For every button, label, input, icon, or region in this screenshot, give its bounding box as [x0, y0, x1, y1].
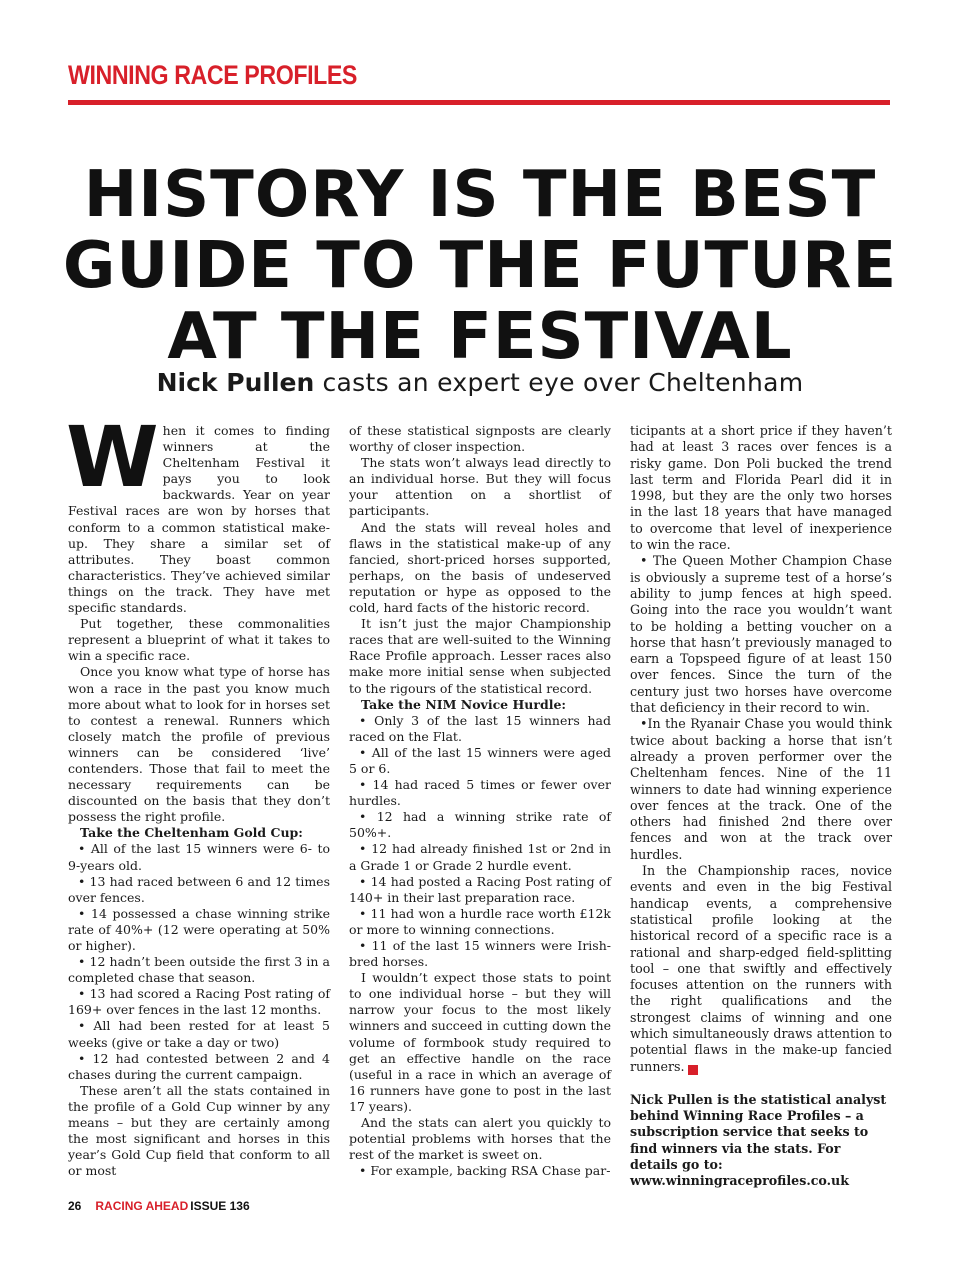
- stat-bullet: • All of the last 15 winners were 6- to 9-years old.: [68, 841, 330, 873]
- body-paragraph: These aren’t all the stats contained in the profile of a Gold Cup winner by any means – but they are certainly among the most significant and horses in this year’s Gold Cup field that conform to all or most: [68, 1082, 330, 1179]
- stat-bullet: • 12 had already finished 1st or 2nd in a Grade 1 or Grade 2 hurdle event.: [349, 841, 611, 873]
- headline: [60, 160, 900, 373]
- article-column-3: [630, 423, 892, 1190]
- stat-bullet: • 12 had a winning strike rate of 50%+.: [349, 809, 611, 841]
- standfirst: [60, 368, 900, 397]
- body-paragraph: Once you know what type of horse has won a race in the past you know much more about what to look for in horses set to contest a renewal. Runners which closely match the profile of previous winners can be considered ‘live’ contenders. Those that fail to meet the necessary requirements can be discounted on the basis that they don’t possess the right profile.: [68, 664, 330, 825]
- stat-bullet: • 14 had raced 5 times or fewer over hurdles.: [349, 777, 611, 809]
- body-paragraph: [630, 863, 892, 1075]
- section-label: WINNING RACE PROFILES: [68, 60, 357, 90]
- stat-bullet: • 14 possessed a chase winning strike rate of 40%+ (12 were operating at 50% or higher).: [68, 905, 330, 953]
- issue-number: ISSUE 136: [190, 1199, 250, 1213]
- author-bio: Nick Pullen is the statistical analyst behind Winning Race Profiles – a subscription service that seeks to find winners via the stats. For details go to: www.winningraceprofiles.co.uk: [630, 1091, 887, 1189]
- body-paragraph: hen it comes to finding winners at the Cheltenham Festival it pays you to look backwards. Year on year Festival races are won by horses that conform to a common statistical make-up. They share a similar set of attributes. They boast common characteristics. They’ve achieved similar things on the track. They have met specific standards.: [68, 423, 330, 616]
- author-name: Nick Pullen: [156, 368, 315, 397]
- stat-bullet: • For example, backing RSA Chase par-: [359, 1163, 611, 1179]
- body-paragraph: Put together, these commonalities represent a blueprint of what it takes to win a specific race.: [68, 616, 330, 664]
- headline-line-2: GUIDE TO THE FUTURE: [62, 229, 898, 303]
- standfirst-text: casts an expert eye over Cheltenham: [314, 368, 804, 397]
- stat-bullet: • 12 hadn’t been outside the first 3 in a completed chase that season.: [68, 954, 330, 986]
- stat-bullet: • All of the last 15 winners were aged 5 or 6.: [349, 744, 611, 776]
- stat-bullet: • 12 had contested between 2 and 4 chases during the current campaign.: [68, 1050, 330, 1082]
- stat-bullet: • 11 of the last 15 winners were Irish-bred horses.: [349, 938, 611, 970]
- headline-line-3: AT THE FESTIVAL: [167, 300, 793, 374]
- subheading: Take the NIM Novice Hurdle:: [361, 696, 567, 712]
- stat-bullet: • 11 had won a hurdle race worth £12k or more to winning connections.: [349, 905, 611, 937]
- headline-line-1: HISTORY IS THE BEST: [83, 158, 877, 232]
- body-paragraph: And the stats will reveal holes and flaws in the statistical make-up of any fancied, short-priced horses supported, perhaps, on the basis of undeserved reputation or hype as opposed to the cold, hard facts of the historic record.: [349, 519, 611, 616]
- body-paragraph: of these statistical signposts are clearly worthy of closer inspection.: [349, 423, 611, 455]
- page-footer: [68, 1199, 250, 1213]
- article-column-1: [66, 408, 330, 1179]
- closing-paragraph-text: In the Championship races, novice events and even in the big Festival handicap events, a comprehensive statistical profile looking at the historical record of a specific race is a rational and sharp-edged field-splitting tool – one that swiftly and effectively focuses attention on the runners with the right qualifications and the strongest claims of winning and one which simultaneously draws attention to potential flaws in the make-up fancied runners.: [630, 863, 892, 1074]
- body-paragraph: And the stats can alert you quickly to potential problems with horses that the rest of the market is sweet on.: [349, 1115, 611, 1163]
- body-paragraph: I wouldn’t expect those stats to point to one individual horse – but they will narrow your focus to the most likely winners and succeed in cutting down the volume of formbook study required to get an effective handle on the race (useful in a race in which an average of 16 runners have gone to post in the last 17 years).: [349, 970, 611, 1114]
- stat-bullet: • 13 had raced between 6 and 12 times over fences.: [68, 873, 330, 905]
- end-mark-icon: RA: [688, 1065, 698, 1075]
- body-paragraph: The stats won’t always lead directly to an individual horse. But they will focus your attention on a shortlist of participants.: [349, 455, 611, 519]
- article-column-2: [349, 423, 611, 1179]
- drop-cap: W: [66, 408, 159, 506]
- page-number: 26: [68, 1199, 82, 1213]
- stat-bullet: • All had been rested for at least 5 weeks (give or take a day or two): [68, 1018, 330, 1050]
- stat-bullet: • 13 had scored a Racing Post rating of 169+ over fences in the last 12 months.: [68, 986, 330, 1018]
- subheading: Take the Cheltenham Gold Cup:: [80, 825, 303, 841]
- section-rule: [68, 100, 890, 105]
- stat-bullet: • 14 had posted a Racing Post rating of 140+ in their last preparation race.: [349, 873, 611, 905]
- stat-bullet: • Only 3 of the last 15 winners had raced on the Flat.: [349, 712, 611, 744]
- stat-bullet: •In the Ryanair Chase you would think twice about backing a horse that isn’t already a proven performer over the Cheltenham fences. Nine of the 11 winners to date had winning experience over fences at the track. One of the others had finished 2nd there over fences and won at the track over hurdles.: [630, 716, 892, 862]
- body-paragraph: It isn’t just the major Championship races that are well-suited to the Winning Race Profile approach. Lesser races also make more initial sense when subjected to the rigours of the statistical record.: [349, 616, 611, 696]
- stat-bullet: • The Queen Mother Champion Chase is obviously a supreme test of a horse’s ability to jump fences at high speed. Going into the race you wouldn’t want to be holding a betting voucher on a horse that hasn’t previously managed to earn a Topspeed figure of at least 150 over fences. Since the turn of the century just two horses have overcome that deficiency in their record to win.: [630, 553, 892, 716]
- body-paragraph: ticipants at a short price if they haven’t had at least 3 races over fences is a risky game. Don Poli bucked the trend last term and Florida Pearl did it in 1998, but they are the only two horses in the last 18 years that have managed to overcome that level of inexperience to win the race.: [630, 423, 892, 553]
- magazine-name: RACING AHEAD: [95, 1199, 189, 1213]
